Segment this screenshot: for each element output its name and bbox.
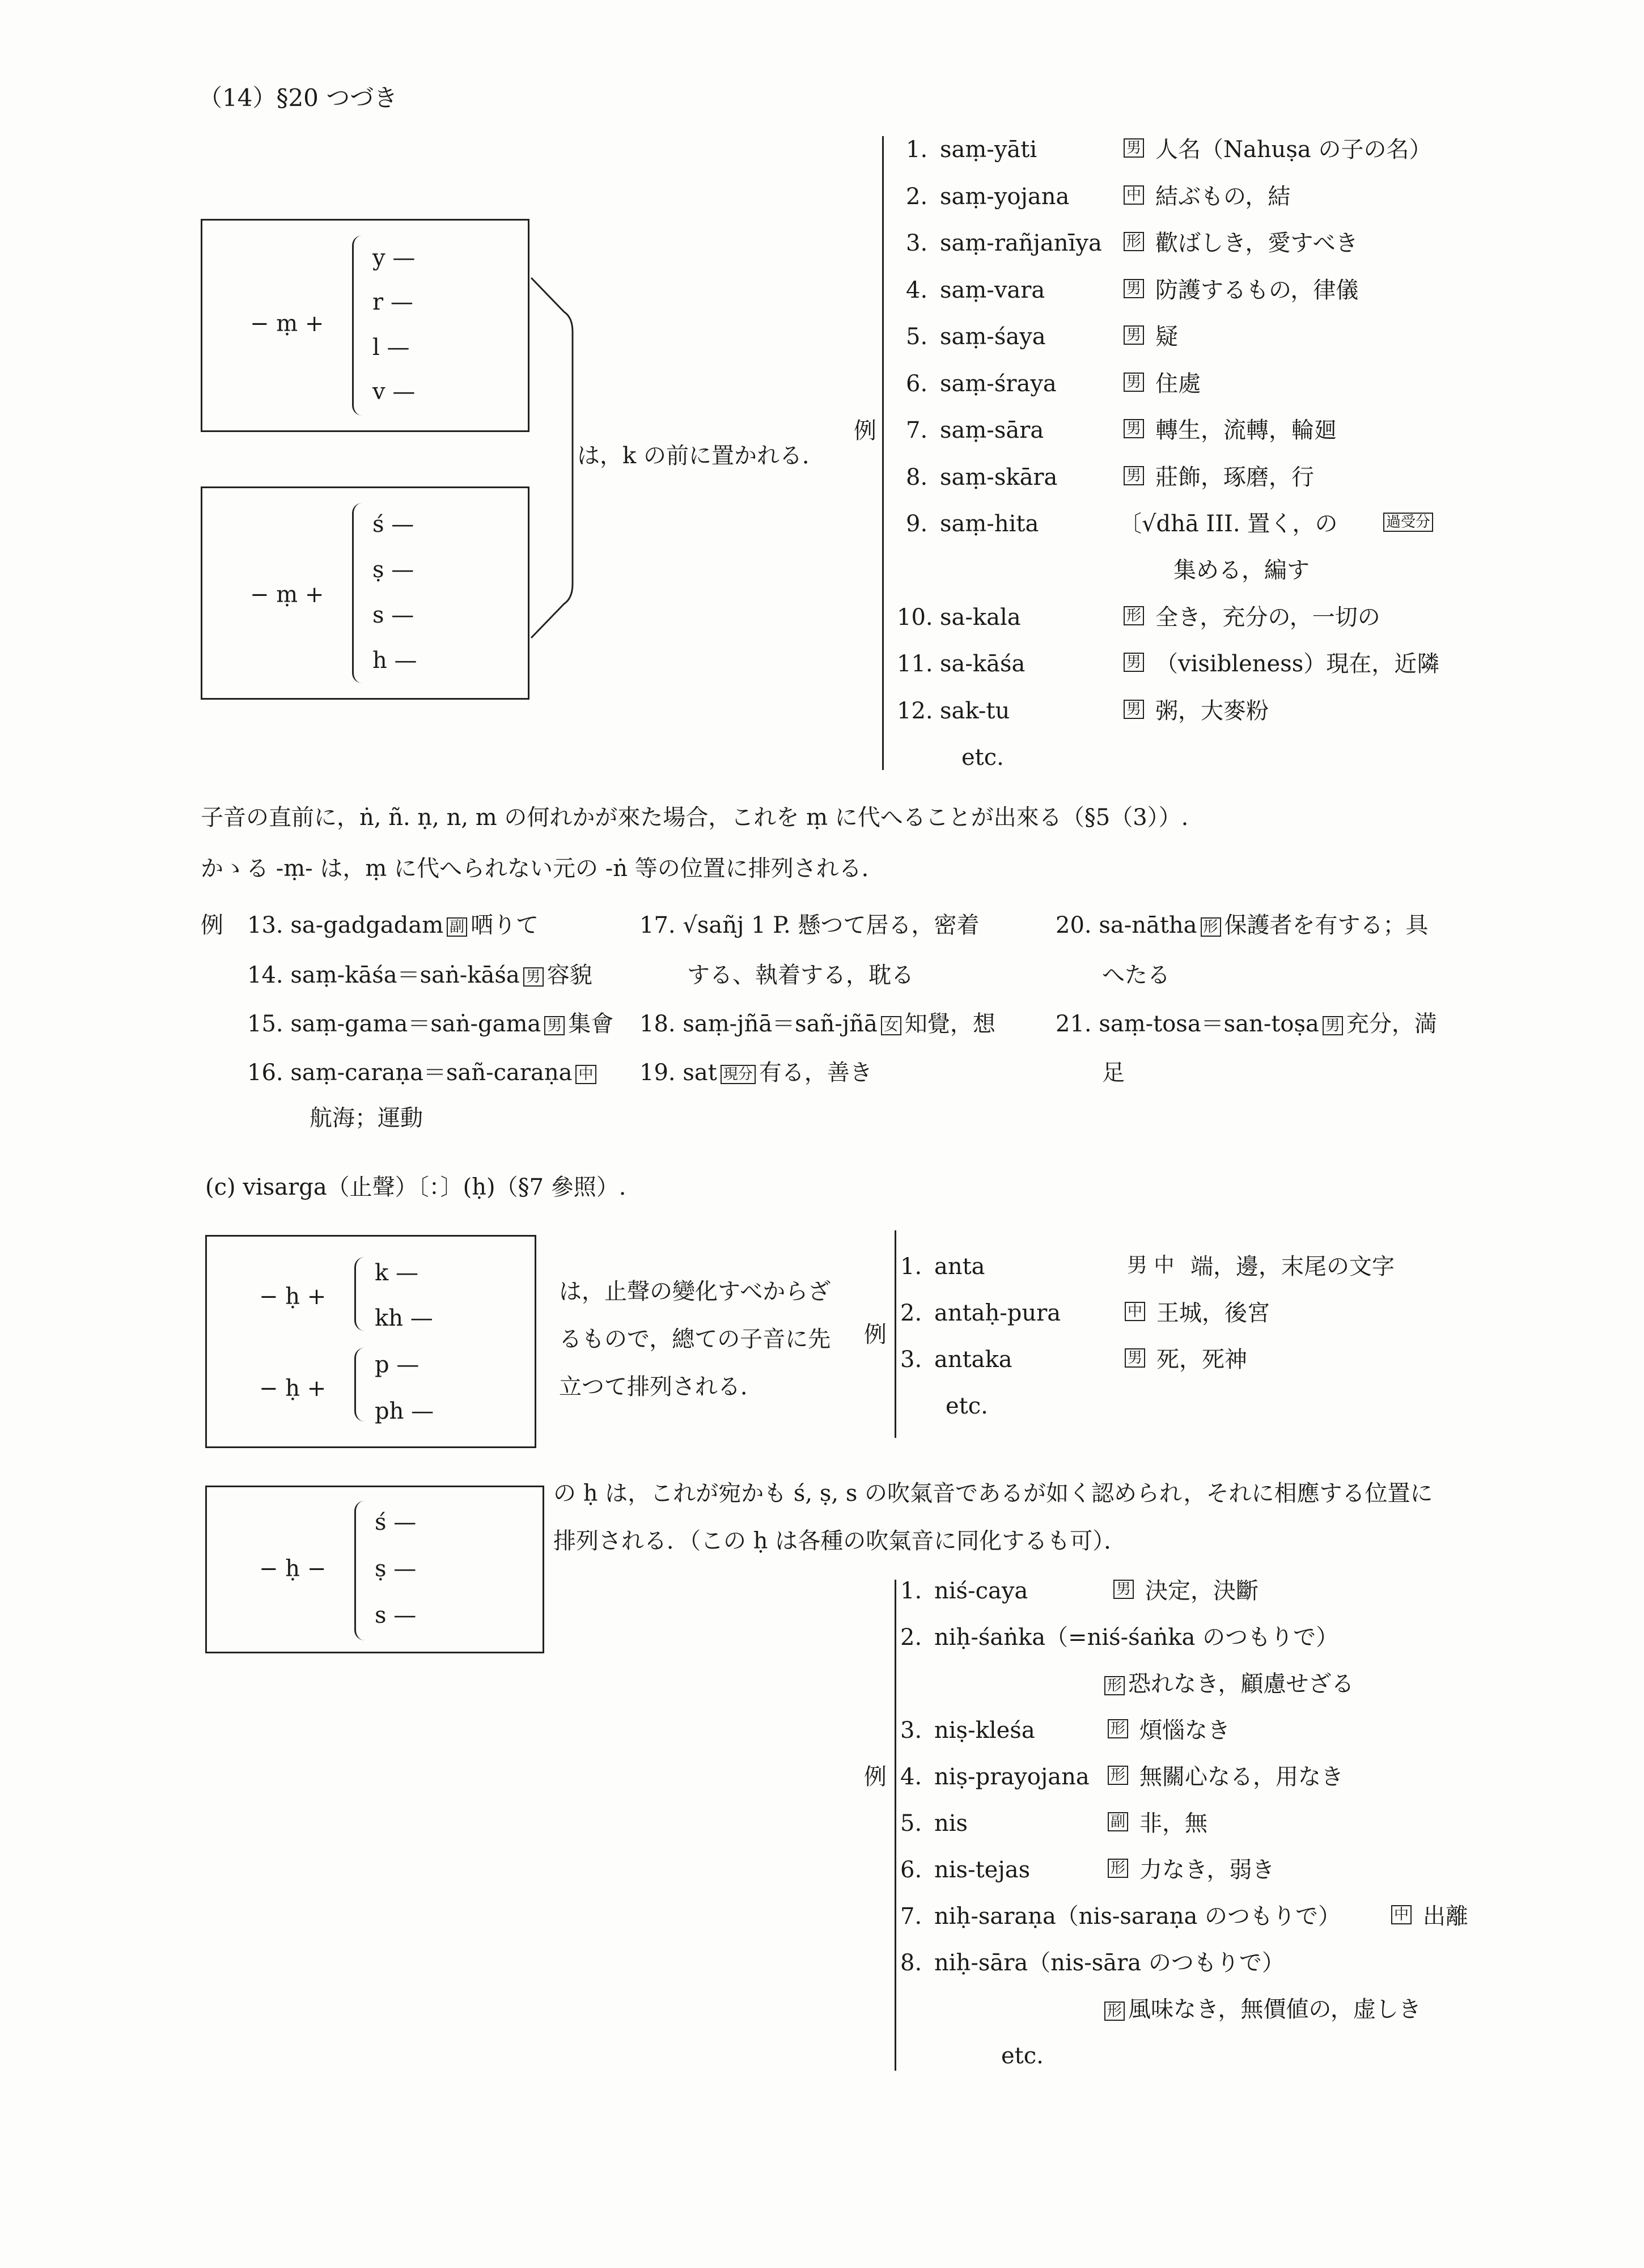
list-item: 17. √sañj 1 P. 懸つて居る，密着 xyxy=(639,912,980,938)
list-item: 21. saṃ-tosa＝san-toṣa 男 充分，満 xyxy=(1056,1011,1437,1037)
brace xyxy=(354,1501,366,1640)
section-title: (c) visarga（止聲）〔：〕(ḥ)（§7 參照）. xyxy=(205,1174,626,1200)
list-item-continuation: 集める，編す xyxy=(1173,557,1310,583)
list-item: 16. saṃ-caraṇa＝sañ-caraṇa 中 xyxy=(247,1061,600,1084)
consonant: ṣ — xyxy=(372,557,414,583)
rei-label: 例 xyxy=(864,1764,887,1790)
list-item-continuation: 形 風味なき，無價値の，虚しき xyxy=(1104,1998,1421,2021)
consonant: k — xyxy=(375,1260,418,1286)
paragraph: 子音の直前に，ṅ, ñ. ṇ, n, m の何れかが來た場合，これを ṃ に代へることが出來る（§5（3））. xyxy=(201,805,1189,831)
consonant: ph — xyxy=(375,1398,434,1424)
etc: etc. xyxy=(1001,2043,1044,2069)
rule-box-m-sibilants xyxy=(201,486,529,700)
list-item: 15. saṃ-gama＝saṅ-gama 男 集會 xyxy=(247,1011,614,1037)
rule-box-h-sibilants xyxy=(205,1486,544,1653)
h-prefix: − ḥ + xyxy=(259,1284,327,1310)
consonant: l — xyxy=(372,335,410,361)
list-item-continuation: 足 xyxy=(1102,1060,1125,1086)
page-header: （14）§20 つづき xyxy=(198,84,398,112)
examples-divider xyxy=(895,1230,896,1438)
rule-text: るもので，總ての子音に先 xyxy=(559,1326,831,1352)
list-item: 19. sat 現分 有る，善き xyxy=(639,1060,872,1086)
consonant: y — xyxy=(372,245,416,271)
examples-divider xyxy=(895,1580,896,2071)
consonant: v — xyxy=(372,379,416,405)
consonant: h — xyxy=(372,648,417,674)
rule-text: は，止聲の變化すべからざ xyxy=(559,1279,831,1305)
brace xyxy=(352,235,363,416)
etc: etc. xyxy=(946,1393,988,1419)
list-item-continuation: 航海；運動 xyxy=(310,1105,423,1131)
brace xyxy=(354,1257,366,1331)
rule-text: は，k の前に置かれる． xyxy=(577,443,825,469)
consonant: s — xyxy=(375,1602,417,1628)
consonant: p — xyxy=(375,1352,420,1378)
rule-text: 排列される．（この ḥ は各種の吹氣音に同化するも可）． xyxy=(553,1528,1127,1554)
examples-divider xyxy=(882,136,884,770)
list-item-continuation: へたる xyxy=(1102,962,1170,988)
consonant: ś — xyxy=(372,511,414,538)
consonant: s — xyxy=(372,602,414,628)
h-prefix: − ḥ + xyxy=(259,1376,327,1402)
list-item: 13. sa-gadgadam 副 哂りて xyxy=(247,912,539,938)
paragraph: かゝる -ṃ- は，ṃ に代へられない元の -ṅ 等の位置に排列される． xyxy=(201,856,884,882)
list-item-continuation: する、執着する，耽る xyxy=(687,962,914,988)
m-prefix: − ṃ + xyxy=(250,582,324,608)
list-item: 18. saṃ-jñā＝sañ-jñā 女 知覺，想 xyxy=(639,1011,995,1037)
rule-text: 立つて排列される． xyxy=(559,1374,763,1400)
brace xyxy=(352,503,363,683)
etc: etc. xyxy=(961,744,1004,771)
list-item: 14. saṃ-kāśa＝saṅ-kāśa 男 容貌 xyxy=(247,962,592,988)
list-item: 20. sa-nātha 形 保護者を有する；具 xyxy=(1056,912,1429,938)
rei-label: 例 xyxy=(201,912,223,938)
consonant: kh — xyxy=(375,1305,433,1331)
brace xyxy=(354,1348,366,1421)
consonant: r — xyxy=(372,289,413,315)
consonant: ś — xyxy=(375,1509,417,1535)
h-prefix: − ḥ − xyxy=(259,1556,327,1582)
rei-label: 例 xyxy=(864,1322,887,1348)
list-item-continuation: 形 恐れなき，顧慮せざる xyxy=(1104,1673,1354,1695)
rule-box-m-semivowels xyxy=(201,219,529,432)
rule-text: の ḥ は，これが宛かも ś, ṣ, s の吹氣音であるが如く認められ，それに相應する位置に xyxy=(553,1480,1433,1507)
rule-box-h-stops xyxy=(205,1235,536,1448)
rei-label: 例 xyxy=(854,418,876,444)
consonant: ṣ — xyxy=(375,1556,417,1582)
m-prefix: − ṃ + xyxy=(250,311,324,337)
